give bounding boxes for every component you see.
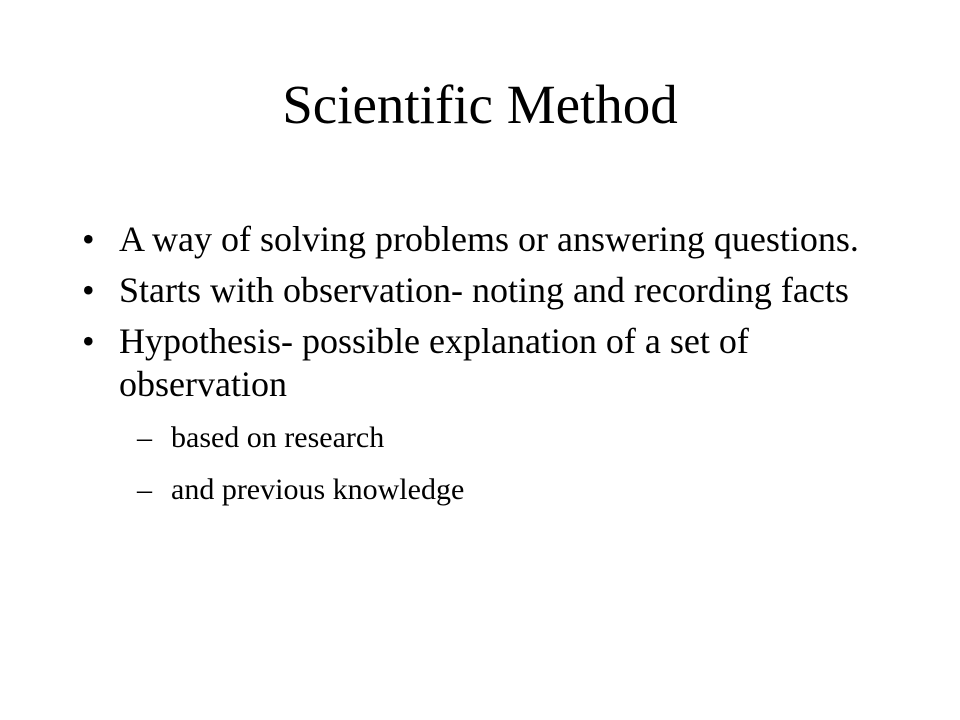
bullet-marker: • xyxy=(82,321,95,361)
bullet-item xyxy=(82,269,902,312)
bullet-marker: • xyxy=(82,270,95,310)
sub-bullet-item xyxy=(137,464,902,516)
bullet-text: A way of solving problems or answering questions. xyxy=(119,219,859,259)
bullet-item xyxy=(82,218,902,261)
bullet-list xyxy=(82,218,902,524)
sub-bullet-list xyxy=(119,412,902,516)
sub-bullet-marker: – xyxy=(137,421,152,454)
bullet-text: Hypothesis- possible explanation of a set of observation xyxy=(119,321,749,404)
bullet-item xyxy=(82,320,902,516)
sub-bullet-text: based on research xyxy=(171,421,385,454)
bullet-text: Starts with observation- noting and recording facts xyxy=(119,270,849,310)
bullet-marker: • xyxy=(82,219,95,259)
sub-bullet-marker: – xyxy=(137,473,152,506)
sub-bullet-text: and previous knowledge xyxy=(171,473,465,506)
slide-title: Scientific Method xyxy=(282,74,678,135)
sub-bullet-item xyxy=(137,412,902,464)
